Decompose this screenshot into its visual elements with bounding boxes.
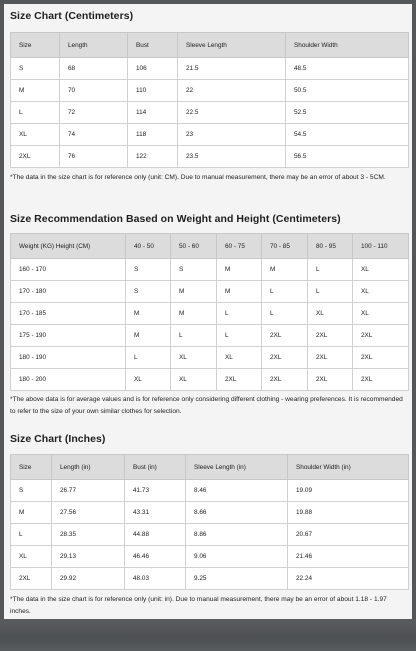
table-cell: 2XL bbox=[11, 146, 60, 168]
table-row bbox=[11, 524, 409, 546]
column-header: Bust bbox=[128, 33, 178, 58]
table-cell: 44.88 bbox=[125, 524, 186, 546]
table-cell: XL bbox=[308, 303, 353, 325]
table-cell: M bbox=[217, 259, 262, 281]
table-row bbox=[11, 259, 409, 281]
column-header: Sleeve Length bbox=[178, 33, 286, 58]
table-row bbox=[11, 369, 409, 391]
table-cell: 2XL bbox=[217, 369, 262, 391]
table-cell: XL bbox=[171, 369, 217, 391]
table-cell: XL bbox=[353, 259, 409, 281]
size-chart-cm-note: *The data in the size chart is for reference only (unit: CM). Due to manual measurement, there may be an error of about 3 - 5CM. bbox=[10, 174, 386, 181]
table-cell: 118 bbox=[128, 124, 178, 146]
column-header: Size bbox=[11, 33, 60, 58]
column-header: Shoulder Width (in) bbox=[288, 455, 409, 480]
table-cell: M bbox=[11, 80, 60, 102]
table-cell: 56.5 bbox=[286, 146, 409, 168]
table-cell: 29.92 bbox=[52, 568, 125, 590]
table-cell: 52.5 bbox=[286, 102, 409, 124]
table-cell: 170 - 185 bbox=[11, 303, 126, 325]
table-row bbox=[11, 102, 409, 124]
table-cell: 9.06 bbox=[186, 546, 288, 568]
recommendation-note: *The above data is for average values and is for reference only considering different clothing - wearing preferences. It is recommended to refer to the size of your own similar clothes for selection. bbox=[10, 396, 403, 415]
table-cell: 23 bbox=[178, 124, 286, 146]
table-header-row bbox=[11, 33, 409, 58]
table-cell: 28.35 bbox=[52, 524, 125, 546]
table-cell: 8.86 bbox=[186, 524, 288, 546]
table-cell: 20.67 bbox=[288, 524, 409, 546]
table-cell: S bbox=[126, 259, 171, 281]
table-cell: 2XL bbox=[308, 325, 353, 347]
table-cell: 76 bbox=[60, 146, 128, 168]
section-title-inches: Size Chart (Inches) bbox=[10, 433, 106, 445]
table-cell: M bbox=[171, 281, 217, 303]
background-strip bbox=[0, 619, 416, 651]
section-title-recommendation: Size Recommendation Based on Weight and Height (Centimeters) bbox=[10, 213, 341, 225]
size-recommendation-table bbox=[10, 233, 409, 391]
table-cell: M bbox=[171, 303, 217, 325]
table-row bbox=[11, 502, 409, 524]
table-cell: M bbox=[11, 502, 52, 524]
table-cell: 2XL bbox=[11, 568, 52, 590]
table-cell: M bbox=[262, 259, 308, 281]
column-header: Shoulder Width bbox=[286, 33, 409, 58]
table-row bbox=[11, 568, 409, 590]
table-cell: 74 bbox=[60, 124, 128, 146]
table-cell: 22 bbox=[178, 80, 286, 102]
table-cell: 22.5 bbox=[178, 102, 286, 124]
section-title-cm: Size Chart (Centimeters) bbox=[10, 10, 134, 22]
table-cell: 160 - 170 bbox=[11, 259, 126, 281]
table-cell: XL bbox=[353, 281, 409, 303]
table-cell: 22.24 bbox=[288, 568, 409, 590]
table-cell: 2XL bbox=[353, 347, 409, 369]
table-header-row bbox=[11, 234, 409, 259]
table-header-row bbox=[11, 455, 409, 480]
table-row bbox=[11, 146, 409, 168]
table-cell: 2XL bbox=[353, 325, 409, 347]
column-header: Weight (KG) Height (CM) bbox=[11, 234, 126, 259]
table-cell: 26.77 bbox=[52, 480, 125, 502]
table-row bbox=[11, 546, 409, 568]
table-row bbox=[11, 303, 409, 325]
column-header: Length (in) bbox=[52, 455, 125, 480]
table-cell: 70 bbox=[60, 80, 128, 102]
column-header: 50 - 60 bbox=[171, 234, 217, 259]
column-header: 100 - 110 bbox=[353, 234, 409, 259]
table-cell: 21.46 bbox=[288, 546, 409, 568]
table-cell: L bbox=[217, 303, 262, 325]
table-cell: 2XL bbox=[353, 369, 409, 391]
table-cell: 2XL bbox=[262, 347, 308, 369]
table-cell: S bbox=[126, 281, 171, 303]
table-cell: 29.13 bbox=[52, 546, 125, 568]
column-header: Length bbox=[60, 33, 128, 58]
table-cell: XL bbox=[217, 347, 262, 369]
table-cell: L bbox=[262, 303, 308, 325]
table-cell: 9.25 bbox=[186, 568, 288, 590]
table-cell: M bbox=[217, 281, 262, 303]
table-cell: 180 - 200 bbox=[11, 369, 126, 391]
table-cell: 27.56 bbox=[52, 502, 125, 524]
table-cell: 110 bbox=[128, 80, 178, 102]
table-cell: XL bbox=[11, 546, 52, 568]
table-cell: M bbox=[126, 303, 171, 325]
table-cell: 8.46 bbox=[186, 480, 288, 502]
table-cell: 2XL bbox=[262, 325, 308, 347]
table-cell: XL bbox=[353, 303, 409, 325]
column-header: Size bbox=[11, 455, 52, 480]
table-cell: XL bbox=[171, 347, 217, 369]
table-cell: 72 bbox=[60, 102, 128, 124]
column-header: 70 - 85 bbox=[262, 234, 308, 259]
table-row bbox=[11, 347, 409, 369]
table-cell: M bbox=[126, 325, 171, 347]
size-chart-inches-note: *The data in the size chart is for reference only (unit: in). Due to manual measurement, there may be an error of about 1.18 - 1.97 inches. bbox=[10, 596, 387, 615]
table-cell: 54.5 bbox=[286, 124, 409, 146]
table-cell: L bbox=[11, 524, 52, 546]
table-cell: L bbox=[308, 281, 353, 303]
table-cell: L bbox=[171, 325, 217, 347]
size-chart-sheet bbox=[4, 4, 412, 619]
column-header: Sleeve Length (in) bbox=[186, 455, 288, 480]
table-cell: 43.31 bbox=[125, 502, 186, 524]
table-cell: XL bbox=[11, 124, 60, 146]
table-cell: S bbox=[11, 480, 52, 502]
table-cell: L bbox=[126, 347, 171, 369]
table-cell: 8.66 bbox=[186, 502, 288, 524]
size-chart-cm-table bbox=[10, 32, 409, 168]
table-cell: 19.09 bbox=[288, 480, 409, 502]
table-cell: 19.88 bbox=[288, 502, 409, 524]
table-cell: 50.5 bbox=[286, 80, 409, 102]
table-cell: 175 - 190 bbox=[11, 325, 126, 347]
table-cell: 106 bbox=[128, 58, 178, 80]
table-cell: S bbox=[11, 58, 60, 80]
table-row bbox=[11, 480, 409, 502]
table-cell: 46.46 bbox=[125, 546, 186, 568]
table-cell: 170 - 180 bbox=[11, 281, 126, 303]
table-cell: L bbox=[11, 102, 60, 124]
table-row bbox=[11, 281, 409, 303]
table-cell: S bbox=[171, 259, 217, 281]
table-cell: 2XL bbox=[262, 369, 308, 391]
column-header: Bust (in) bbox=[125, 455, 186, 480]
size-chart-inches-table bbox=[10, 454, 409, 590]
table-cell: 41.73 bbox=[125, 480, 186, 502]
table-cell: 23.5 bbox=[178, 146, 286, 168]
table-cell: 114 bbox=[128, 102, 178, 124]
table-cell: L bbox=[308, 259, 353, 281]
table-cell: XL bbox=[126, 369, 171, 391]
table-cell: 21.5 bbox=[178, 58, 286, 80]
table-cell: 48.5 bbox=[286, 58, 409, 80]
table-cell: 122 bbox=[128, 146, 178, 168]
table-row bbox=[11, 124, 409, 146]
table-cell: 2XL bbox=[308, 369, 353, 391]
table-cell: L bbox=[262, 281, 308, 303]
table-cell: 2XL bbox=[308, 347, 353, 369]
column-header: 60 - 75 bbox=[217, 234, 262, 259]
table-row bbox=[11, 325, 409, 347]
table-cell: 180 - 190 bbox=[11, 347, 126, 369]
table-row bbox=[11, 58, 409, 80]
table-row bbox=[11, 80, 409, 102]
column-header: 40 - 50 bbox=[126, 234, 171, 259]
table-cell: L bbox=[217, 325, 262, 347]
table-cell: 68 bbox=[60, 58, 128, 80]
column-header: 80 - 95 bbox=[308, 234, 353, 259]
table-cell: 48.03 bbox=[125, 568, 186, 590]
